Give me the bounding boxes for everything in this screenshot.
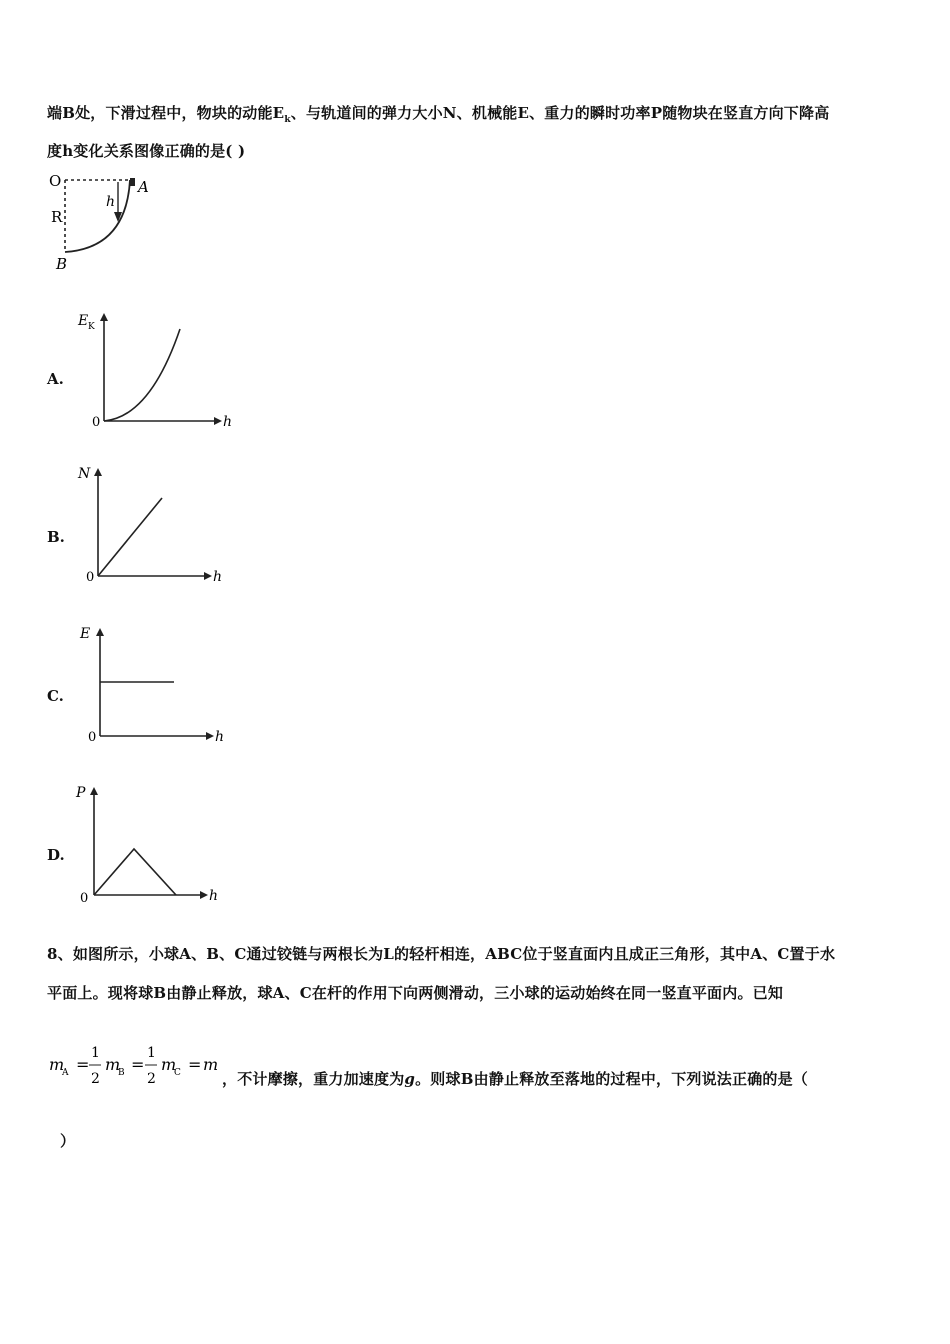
eq-m-c: m [161, 1055, 177, 1074]
graph-d-x-label: h [209, 888, 219, 904]
q8-line-2: 平面上。现将球B由静止释放，球A、C在杆的作用下向两侧滑动，三小球的运动始终在同一竖直平面内。已知 [47, 984, 784, 1002]
label-h: h [106, 194, 116, 210]
eq-sub-b: B [118, 1068, 125, 1078]
eq-m-a: m [49, 1055, 65, 1074]
block-a [130, 178, 135, 186]
graph-b-x-arrow [204, 572, 212, 580]
label-b: B [56, 255, 68, 273]
label-a: A [138, 178, 149, 196]
q7-line-1-text: 端B处，下滑过程中，物块的动能E [47, 104, 285, 122]
graph-b-y-label: N [78, 466, 91, 482]
option-b-label[interactable]: B. [47, 528, 65, 546]
graph-a-curve [104, 329, 180, 421]
eq-num-1: 1 [91, 1045, 100, 1061]
graph-d-y-label: P [76, 785, 86, 801]
eq-m: m [203, 1055, 219, 1074]
graph-d-triangle [94, 849, 176, 895]
graph-b-x-label: h [213, 569, 223, 585]
q8-g-symbol: g [404, 1070, 416, 1088]
graph-c-y-label: E [80, 626, 91, 642]
eq-sign-3: = [188, 1055, 202, 1074]
graph-a-y-sub: K [88, 322, 95, 332]
graph-a-y-label: E [78, 313, 89, 329]
q8-line-3-rest: 。则球B由静止释放至落地的过程中，下列说法正确的是（ [415, 1070, 808, 1088]
graph-b-y-arrow [94, 468, 102, 476]
graph-a-x-label: h [223, 414, 233, 430]
eq-sign-1: = [76, 1055, 90, 1074]
graph-c [70, 622, 240, 752]
label-r: R [51, 208, 63, 226]
option-d-label[interactable]: D. [47, 846, 65, 864]
q8-line-3 [222, 1068, 808, 1089]
graph-d [70, 781, 240, 911]
graph-c-x-label: h [215, 729, 225, 745]
q7-line-1 [47, 102, 829, 125]
graph-a-y-arrow [100, 313, 108, 321]
q7-line-1-rest: 、与轨道间的弹力大小N、机械能E、重力的瞬时功率P随物块在竖直方向下降高 [290, 104, 830, 122]
eq-sub-c: C [174, 1068, 181, 1078]
eq-sign-2: = [131, 1055, 145, 1074]
q7-line-2: 度h变化关系图像正确的是( ) [47, 142, 246, 160]
q8-line-3-text: ，不计摩擦，重力加速度为 [222, 1070, 405, 1088]
graph-b-origin: 0 [86, 570, 95, 585]
graph-c-origin: 0 [88, 730, 97, 745]
graph-a-x-arrow [214, 417, 222, 425]
track-figure [44, 168, 164, 278]
option-c-label[interactable]: C. [47, 687, 64, 705]
eq-den-1: 2 [91, 1071, 100, 1087]
mass-equation [47, 1040, 227, 1090]
ek-subscript: k [284, 115, 291, 125]
graph-d-y-arrow [90, 787, 98, 795]
eq-sub-a: A [62, 1068, 69, 1078]
eq-den-2: 2 [147, 1071, 156, 1087]
q8-line-4: ） [60, 1132, 76, 1150]
graph-c-y-arrow [96, 628, 104, 636]
option-a-label[interactable]: A. [47, 370, 64, 388]
label-o: O [49, 172, 62, 190]
eq-m-b: m [105, 1055, 121, 1074]
graph-b-line [98, 498, 162, 576]
graph-d-x-arrow [200, 891, 208, 899]
q8-line-1: 8、如图所示，小球A、B、C通过铰链与两根长为L的轻杆相连，ABC位于竖直面内且成正三角形，其中A、C置于水 [47, 945, 836, 963]
graph-c-x-arrow [206, 732, 214, 740]
graph-d-origin: 0 [80, 891, 89, 906]
graph-a [70, 305, 240, 435]
eq-num-2: 1 [147, 1045, 156, 1061]
graph-a-origin: 0 [92, 415, 101, 430]
graph-b [70, 462, 240, 592]
